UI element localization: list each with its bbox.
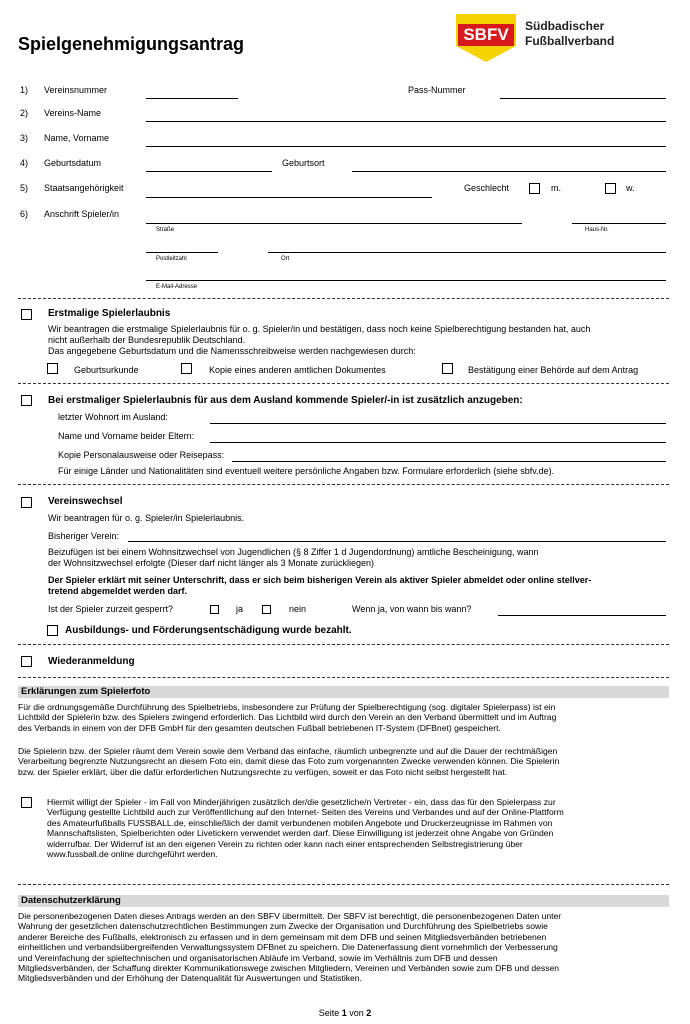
vereinsname-input-line[interactable]: [146, 121, 666, 122]
foto-paragraph-2: [18, 746, 666, 777]
field-number-1: 1): [20, 85, 29, 95]
abmeldung-text-1: Der Spieler erklärt mit seiner Unterschrift, dass er sich beim bisherigen Verein als aktiver Spieler abmeldet oder online stellver-: [48, 575, 592, 585]
label-wenn-ja: Wenn ja, von wann bis wann?: [352, 604, 472, 614]
label-email: E-Mail-Adresse: [156, 284, 198, 290]
label-bisheriger-verein: Bisheriger Verein:: [48, 531, 120, 541]
label-name: Name, Vorname: [44, 133, 110, 143]
separator: [18, 884, 669, 885]
text-line: www.fussball.de online durchgeführt werden.: [47, 849, 218, 860]
footer-current-page: 1: [341, 1008, 347, 1018]
label-ort: Ort: [281, 256, 290, 262]
geschlecht-w-checkbox[interactable]: [605, 183, 616, 194]
footer-total-pages: 2: [366, 1008, 372, 1018]
footer-von: von: [349, 1008, 364, 1018]
datenschutz-section-bar: [18, 895, 669, 907]
bisheriger-verein-input-line[interactable]: [128, 541, 666, 542]
label-geburtsdatum: Geburtsdatum: [44, 158, 102, 168]
text-line: und Vereinfachung der spieltechnischen und organisatorischen Abläufe im Verband, sowie im Verhältnis zum DFB und dessen: [18, 952, 498, 963]
pass-nummer-input-line[interactable]: [500, 98, 666, 99]
label-geburtsort: Geburtsort: [282, 158, 325, 168]
personalausweis-input-line[interactable]: [232, 461, 666, 462]
amtliches-dokument-checkbox[interactable]: [181, 363, 192, 374]
foto-einwilligung-checkbox[interactable]: [21, 797, 32, 808]
label-personalausweis: Kopie Personalausweise oder Reisepass:: [58, 450, 225, 460]
label-m: m.: [551, 183, 561, 193]
label-eltern-name: Name und Vorname beider Eltern:: [58, 431, 195, 441]
text-line: widerrufbar. Der Widerruf ist an den eigenen Verein zu richten oder kann nach einer entsprechenden Selbstregistrierung über: [47, 838, 523, 849]
vereinsnummer-input-line[interactable]: [146, 98, 238, 99]
section-title-wiederanmeldung: Wiederanmeldung: [48, 656, 135, 667]
section-title-erstmalig: Erstmalige Spielerlaubnis: [48, 308, 171, 319]
letzter-wohnort-input-line[interactable]: [210, 423, 666, 424]
plz-input-line[interactable]: [146, 252, 218, 253]
foto-paragraph-1: [18, 702, 666, 733]
erstmalig-text-2: nicht außerhalb der Bundesrepublik Deutschland.: [48, 335, 246, 345]
ausland-note: Für einige Länder und Nationalitäten sind eventuell weitere persönliche Angaben bzw. Formulare erforderlich (siehe sbfv.de).: [58, 466, 555, 476]
logo-text: SBFV: [463, 25, 509, 44]
text-line: Lichtbild der Spielerin bzw. des Spielers zwingend erforderlich. Das Lichtbild wird durch den Verein an den Verband übermittelt und im Auftrag: [18, 712, 557, 723]
beizufuegen-text-1: Beizufügen ist bei einem Wohnsitzwechsel von Jugendlichen (§ 8 Ziffer 1 d Jugendordnung) amtliche Bescheinigung, wann: [48, 547, 539, 557]
staatsangehoerigkeit-input-line[interactable]: [146, 197, 432, 198]
field-number-5: 5): [20, 183, 29, 193]
page-footer: [0, 1008, 690, 1019]
label-strasse: Straße: [156, 227, 175, 233]
text-line: Verarbeitung begrenzte Nutzungsrecht an diesem Foto ein, damit diese das Foto zum vorgenannten Zwecke verwenden können. Die Spielerin: [18, 756, 560, 767]
eltern-name-input-line[interactable]: [210, 442, 666, 443]
ausland-checkbox[interactable]: [21, 395, 32, 406]
behoerde-bestaetigung-checkbox[interactable]: [442, 363, 453, 374]
label-behoerde-bestaetigung: Bestätigung einer Behörde auf dem Antrag: [468, 365, 639, 375]
text-line: des Verbands in einem von der DFB GmbH für den gesamten deutschen Fußball betriebenen IT-System (DFBnet) gespeichert.: [18, 722, 501, 733]
label-amtliches-dokument: Kopie eines anderen amtlichen Dokumentes: [209, 365, 386, 375]
field-number-3: 3): [20, 133, 29, 143]
erstmalige-spielerlaubnis-checkbox[interactable]: [21, 309, 32, 320]
sperre-zeitraum-input-line[interactable]: [498, 615, 666, 616]
section-title-ausland: Bei erstmaliger Spielerlaubnis für aus dem Ausland kommende Spieler/-in ist zusätzlich anzugeben:: [48, 395, 523, 406]
label-pass-nummer: Pass-Nummer: [408, 85, 466, 95]
section-title-vereinswechsel: Vereinswechsel: [48, 496, 123, 507]
separator: [18, 298, 669, 299]
text-line: Die Spielerin bzw. der Spieler räumt dem Verein sowie dem Verband das einfache, räumlich unbegrenzte und auf die Dauer der rechtmäßigen: [18, 746, 558, 756]
foto-section-bar: [18, 686, 669, 698]
text-line: Die personenbezogenen Daten dieses Antrags werden an den SBFV übermittelt. Der SBFV ist berechtigt, die personenbezogenen Daten unter: [18, 911, 562, 921]
vereinswechsel-checkbox[interactable]: [21, 497, 32, 508]
beizufuegen-text-2: der Wohnsitzwechsel erfolgte (Dieser darf nicht länger als 3 Monate zurückliegen): [48, 558, 374, 568]
erstmalig-text-1: Wir beantragen die erstmalige Spielerlaubnis für o. g. Spieler/in und bestätigen, dass noch keine Spielberechtigung bestanden hat, auch: [48, 324, 591, 334]
gesperrt-ja-checkbox[interactable]: [210, 605, 219, 614]
text-line: Für die ordnungsgemäße Durchführung des Spielbetriebs, insbesondere zur Prüfung der Spielberechtigung (sog. digitaler Spielerpass) ist ein: [18, 702, 556, 712]
logo-name-line2: Fußballverband: [525, 34, 615, 48]
strasse-input-line[interactable]: [146, 223, 522, 224]
sbfv-logo: [454, 12, 518, 64]
foto-einwilligung-text: [47, 797, 666, 859]
label-hausnr: Haus-Nr.: [585, 227, 609, 233]
label-ja: ja: [236, 604, 244, 614]
label-gesperrt: Ist der Spieler zurzeit gesperrt?: [48, 604, 174, 614]
text-line: Mannschaftslisten, Spielberichten oder Livetickern verwendet werden darf. Diese Einwilligung ist jederzeit ohne Angabe von Gründen: [47, 828, 554, 839]
label-staatsangehoerigkeit: Staatsangehörigkeit: [44, 183, 124, 193]
abmeldung-text-2: tretend abgemeldet werden darf.: [48, 586, 188, 596]
geburtsort-input-line[interactable]: [352, 171, 666, 172]
text-line: Mitgliedsverbänden und der Erhöhung der Datenqualität für Auswertungen und Statistiken.: [18, 973, 362, 984]
text-line: Mitgliedsverbänden, der Schaffung direkter Kommunikationswege zwischen Mitgliedern, Vereinen und Verbänden sowie zum DFB und dessen: [18, 963, 560, 974]
text-line: anderer Bereiche des Fußballs, elektronisch zu erfassen und in dem gemeinsam mit dem DFB und seinen Mitgliedsverbänden betriebenen: [18, 931, 547, 942]
label-geschlecht: Geschlecht: [464, 183, 510, 193]
label-nein: nein: [289, 604, 307, 614]
text-line: des Amateurfußballs FUSSBALL.de, einschließlich der damit verbundenen mobilen Angebote und Druckerzeugnisse im Rahmen von: [47, 817, 553, 828]
wiederanmeldung-checkbox[interactable]: [21, 656, 32, 667]
label-vereinsnummer: Vereinsnummer: [44, 85, 108, 95]
label-vereinsname: Vereins-Name: [44, 108, 102, 118]
ort-input-line[interactable]: [268, 252, 666, 253]
gesperrt-nein-checkbox[interactable]: [262, 605, 271, 614]
page-title: Spielgenehmigungsantrag: [18, 34, 245, 54]
geburtsurkunde-checkbox[interactable]: [47, 363, 58, 374]
text-line: Verfügung gestellte Lichtbild auch zur Veröffentlichung auf den Internet- Seiten des Vereins und Verbandes und auf der Online-Plattform: [47, 807, 564, 818]
vereinswechsel-text: Wir beantragen für o. g. Spieler/in Spielerlaubnis.: [48, 513, 245, 523]
erstmalig-text-3: Das angegebene Geburtsdatum und die Namensschreibweise werden nachgewiesen durch:: [48, 346, 416, 356]
field-number-2: 2): [20, 108, 29, 118]
geburtsdatum-input-line[interactable]: [146, 171, 272, 172]
separator: [18, 677, 669, 678]
label-ausbildungsentschaedigung: Ausbildungs- und Förderungsentschädigung wurde bezahlt.: [65, 625, 352, 636]
foto-section-title: Erklärungen zum Spielerfoto: [21, 686, 151, 697]
separator: [18, 383, 669, 384]
datenschutz-paragraph: [18, 911, 666, 984]
separator: [18, 644, 669, 645]
geschlecht-m-checkbox[interactable]: [529, 183, 540, 194]
label-anschrift: Anschrift Spieler/in: [44, 209, 120, 219]
footer-seite: Seite: [318, 1008, 340, 1018]
field-number-6: 6): [20, 209, 29, 219]
text-line: Hiermit willigt der Spieler - im Fall von Minderjährigen zusätzlich der/die gesetzliche/n Vertreter - ein, dass das für den Spielerpass zur: [47, 797, 556, 807]
label-plz: Postleitzahl: [156, 256, 187, 262]
text-line: bzw. der Spieler erklärt, über die dafür erforderlichen Nutzungsrechte zu verfügen, soweit er das Foto nicht selbst hergestellt hat.: [18, 766, 508, 777]
text-line: einheitlichen und verbandsübergreifenden Verwaltungssystem DFBnet zu speichern. Die Datenerfassung dient vornehmlich der Verbesserung: [18, 942, 558, 953]
hausnr-input-line[interactable]: [572, 223, 666, 224]
text-line: Wahrung der gesetzlichen datenschutzrechtlichen Bestimmungen zum Zwecke der Organisation und Durchführung des Spielbetriebs sowie: [18, 921, 548, 932]
separator: [18, 484, 669, 485]
name-input-line[interactable]: [146, 146, 666, 147]
label-letzter-wohnort: letzter Wohnort im Ausland:: [58, 412, 168, 422]
field-number-4: 4): [20, 158, 29, 168]
logo-name-line1: Südbadischer: [525, 19, 605, 33]
email-input-line[interactable]: [146, 280, 666, 281]
datenschutz-section-title: Datenschutzerklärung: [21, 895, 121, 906]
label-w: w.: [626, 183, 635, 193]
label-geburtsurkunde: Geburtsurkunde: [74, 365, 139, 375]
ausbildungsentschaedigung-checkbox[interactable]: [47, 625, 58, 636]
